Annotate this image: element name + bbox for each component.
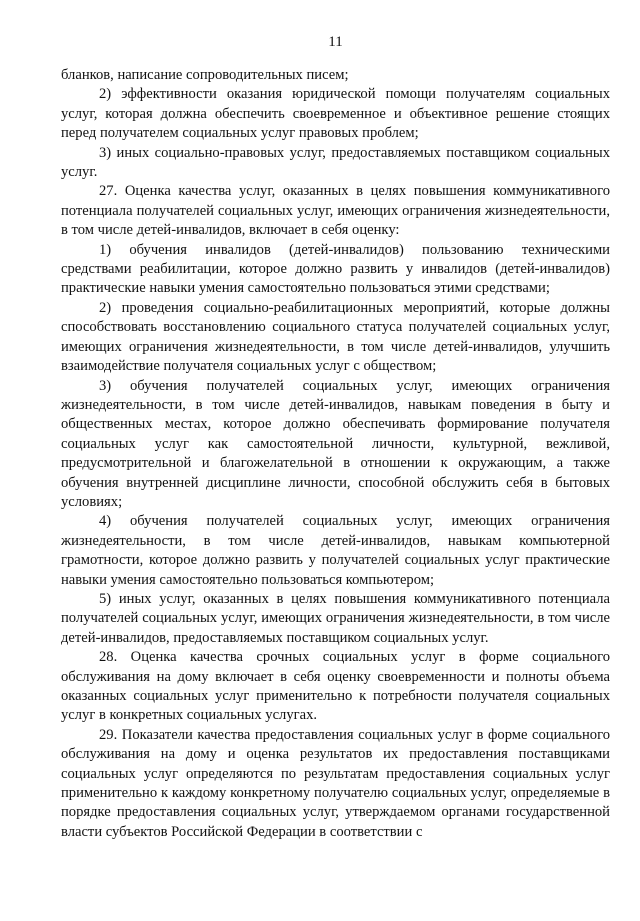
paragraph-27-item-5: 5) иных услуг, оказанных в целях повышения коммуникативного потенциала получателей социальных услуг, имеющих ограничения жизнедеятельности, в том числе детей-инвалидов, предоставляемых поставщиком социальных услуг. — [61, 590, 610, 646]
paragraph-continuation: бланков, написание сопроводительных писем; — [61, 67, 349, 83]
paragraph-27-item-1: 1) обучения инвалидов (детей-инвалидов) пользованию техническими средствами реабилитации, которое должно развить у инвалидов (детей-инвалидов) практические навыки умения самостоятельно пользоваться этими средствами; — [61, 241, 610, 297]
paragraph-27-item-3: 3) обучения получателей социальных услуг, имеющих ограничения жизнедеятельности, в том числе детей-инвалидов, навыкам поведения в быту и общественных местах, которое должно обеспечивать формирование получателя социальных услуг как самостоятельной личности, культурной, вежливой, предусмотрительной и благожелательной в отношении к окружающим, а также обучения внутренней дисциплине личности, способной обслужить себя в бытовых условиях; — [61, 377, 610, 510]
page-number: 11 — [328, 34, 343, 50]
paragraph-item-3-social-legal: 3) иных социально-правовых услуг, предоставляемых поставщиком социальных услуг. — [61, 144, 610, 181]
paragraph-29: 29. Показатели качества предоставления социальных услуг в форме социального обслуживания на дому и оценка результатов их предоставления поставщиками социальных услуг определяются по результатам предоставления социальных услуг применительно к каждому конкретному получателю социальных услуг, определяемые в порядке предоставления социальных услуг, утверждаемом органами государственной власти субъектов Российской Федерации в соответствии с — [61, 726, 610, 840]
paragraph-27-item-2: 2) проведения социально-реабилитационных мероприятий, которые должны способствовать восстановлению социального статуса получателей социальных услуг, имеющих ограничения жизнедеятельности, в том числе детей-инвалидов, улучшить взаимодействие получателя социальных услуг с обществом; — [61, 299, 610, 375]
paragraph-27: 27. Оценка качества услуг, оказанных в целях повышения коммуникативного потенциала получателей социальных услуг, имеющих ограничения жизнедеятельности, в том числе детей-инвалидов, включает в себя оценку: — [61, 183, 610, 239]
paragraph-27-item-4: 4) обучения получателей социальных услуг, имеющих ограничения жизнедеятельности, в том числе детей-инвалидов, навыкам компьютерной грамотности, которое должно развить у получателей социальных услуг практические навыки умения самостоятельно пользоваться компьютером; — [61, 513, 610, 588]
paragraph-28: 28. Оценка качества срочных социальных услуг в форме социального обслуживания на дому включает в себя оценку своевременности и полноты объема оказанных социальных услуг применительно к потребности получателя социальных услуг в конкретных социальных услугах. — [61, 649, 610, 724]
paragraph-item-2-legal-help: 2) эффективности оказания юридической помощи получателям социальных услуг, которая должна обеспечить своевременное и объективное решение стоящих перед получателем социальных услуг правовых проблем; — [61, 86, 610, 142]
